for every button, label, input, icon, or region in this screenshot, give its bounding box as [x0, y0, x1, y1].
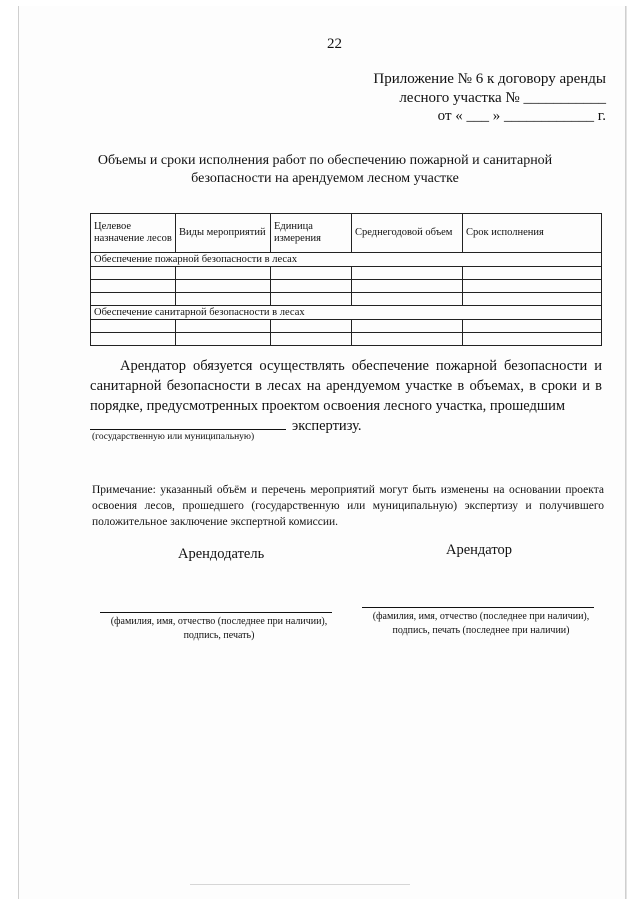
- obligation-tail: экспертизу.: [292, 418, 362, 434]
- lessor-signature-caption: (фамилия, имя, отчество (последнее при наличии), подпись, печать): [110, 616, 328, 641]
- appendix-line-1: Приложение № 6 к договору аренды: [373, 71, 606, 87]
- lessee-signature-line: [362, 607, 594, 608]
- note-paragraph: Примечание: указанный объём и перечень мероприятий могут быть изменены на основании проекта освоения лесов, прошедшего (государственную или муниципальную) экспертизу и получившего положительное заключение экспертной комиссии.: [92, 484, 604, 528]
- table-section-row: [91, 253, 602, 267]
- lessor-title: Арендодатель: [178, 546, 265, 562]
- lessee-title: Арендатор: [446, 542, 513, 558]
- header-annual-volume: Среднегодовой объем: [352, 214, 463, 253]
- expertise-type-blank: [90, 417, 286, 430]
- header-unit: Единица измерения: [271, 214, 352, 253]
- lessor-signature-line: [100, 612, 332, 613]
- table-row: [91, 267, 602, 280]
- scan-edge-mark: [190, 884, 410, 891]
- section-sanitary-safety: Обеспечение санитарной безопасности в лесах: [91, 306, 602, 320]
- document-page: [18, 6, 626, 899]
- table-section-row: [91, 306, 602, 320]
- table-row: [91, 280, 602, 293]
- table-row: [91, 293, 602, 306]
- appendix-line-3: от « ___ » ____________ г.: [437, 108, 606, 124]
- header-purpose: Целевое назначение лесов: [91, 214, 176, 253]
- obligation-paragraph: [90, 356, 602, 436]
- appendix-line-2: лесного участка № ___________: [399, 90, 606, 106]
- works-table: [90, 213, 602, 346]
- document-title: Объемы и сроки исполнения работ по обеспечению пожарной и санитарной безопасности на арендуемом лесном участке: [97, 153, 553, 186]
- table-header-row: [91, 214, 602, 253]
- expertise-type-hint: (государственную или муниципальную): [92, 432, 255, 442]
- header-activities: Виды мероприятий: [176, 214, 271, 253]
- obligation-text: Арендатор обязуется осуществлять обеспечение пожарной безопасности и санитарной безопасности в лесах на арендуемом участке в объемах, в сроки и в порядке, предусмотренных проектом освоения лесного участка, прошедшим: [90, 358, 602, 414]
- table-row: [91, 320, 602, 333]
- section-fire-safety: Обеспечение пожарной безопасности в лесах: [91, 253, 602, 267]
- header-deadline: Срок исполнения: [463, 214, 602, 253]
- lessee-signature-caption: (фамилия, имя, отчество (последнее при наличии), подпись, печать (последнее при наличии): [372, 611, 590, 636]
- page-number: 22: [327, 36, 342, 52]
- table-row: [91, 333, 602, 346]
